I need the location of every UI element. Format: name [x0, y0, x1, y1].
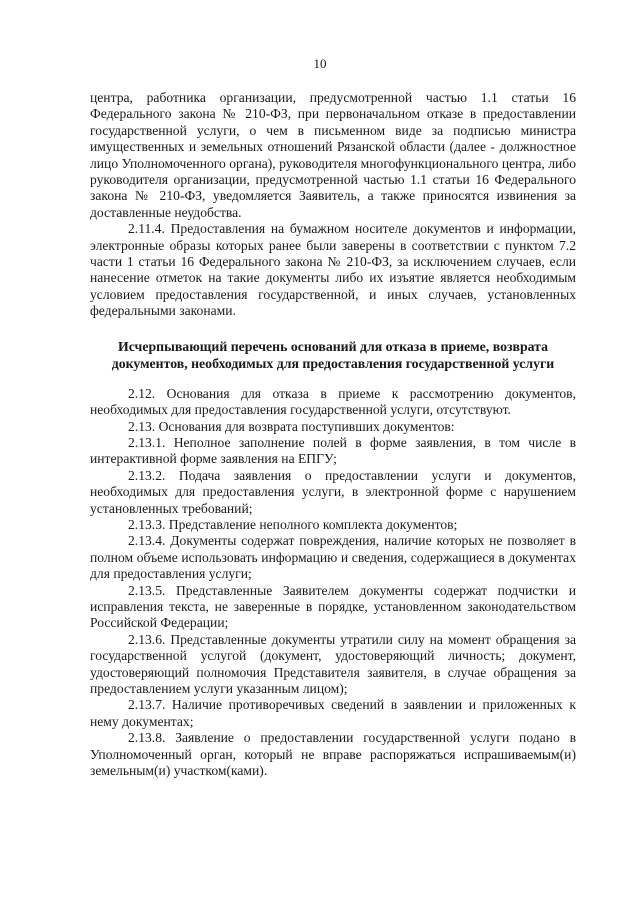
paragraph-2-13-4: 2.13.4. Документы содержат повреждения, наличие которых не позволяет в полном объеме использовать информацию и сведения, содержащиеся в документах для предоставления услуги; [90, 533, 576, 582]
paragraph-2-13-1: 2.13.1. Неполное заполнение полей в форме заявления, в том числе в интерактивной форме заявления на ЕПГУ; [90, 434, 576, 467]
paragraph-continuation: центра, работника организации, предусмотренной частью 1.1 статьи 16 Федерального закона № 210-ФЗ, при первоначальном отказе в предоставлении государственной услуги, о чем в письменном виде за подписью министра имущественных и земельных отношений Рязанской области (далее - должностное лицо Уполномоченного органа), руководителя многофункционального центра, либо руководителя организации, предусмотренной частью 1.1 статьи 16 Федерального закона № 210-ФЗ, уведомляется Заявитель, а также приносятся извинения за доставленные неудобства. [90, 90, 576, 220]
paragraph-2-13-6: 2.13.6. Представленные документы утратили силу на момент обращения за государственной услугой (документ, удостоверяющий личность; документ, удостоверяющий полномочия Представителя заявителя, в случае обращения за предоставлением услуги указанным лицом); [90, 631, 576, 696]
section-heading: Исчерпывающий перечень оснований для отказа в приеме, возврата документов, необходимых для предоставления государственной услуги [111, 338, 555, 371]
paragraph-2-11-4: 2.11.4. Предоставления на бумажном носителе документов и информации, электронные образы которых ранее были заверены в соответствии с пунктом 7.2 части 1 статьи 16 Федерального закона № 210-ФЗ, за исключением случаев, если нанесение отметок на такие документы либо их изъятие является необходимым условием предоставления государственной, и иных случаев, установленных федеральными законами. [90, 221, 576, 319]
page-number: 10 [313, 56, 327, 71]
paragraph-2-12: 2.12. Основания для отказа в приеме к рассмотрению документов, необходимых для предоставления государственной услуги, отсутствуют. [90, 385, 576, 418]
paragraph-2-13: 2.13. Основания для возврата поступивших документов: [128, 418, 455, 434]
paragraph-2-13-5: 2.13.5. Представленные Заявителем документы содержат подчистки и исправления текста, не заверенные в порядке, установленном законодательством Российской Федерации; [90, 582, 576, 631]
paragraph-2-13-2: 2.13.2. Подача заявления о предоставлении услуги и документов, необходимых для предоставления услуги, в электронной форме с нарушением установленных требований; [90, 467, 576, 516]
paragraph-2-13-3: 2.13.3. Представление неполного комплекта документов; [128, 516, 458, 532]
document-body [90, 90, 576, 779]
paragraph-2-13-7: 2.13.7. Наличие противоречивых сведений в заявлении и приложенных к нему документах; [90, 697, 576, 729]
paragraph-2-13-8: 2.13.8. Заявление о предоставлении государственной услуги подано в Уполномоченный орган, который не вправе распоряжаться испрашиваемым(и) земельным(и) участком(ками). [90, 730, 576, 779]
